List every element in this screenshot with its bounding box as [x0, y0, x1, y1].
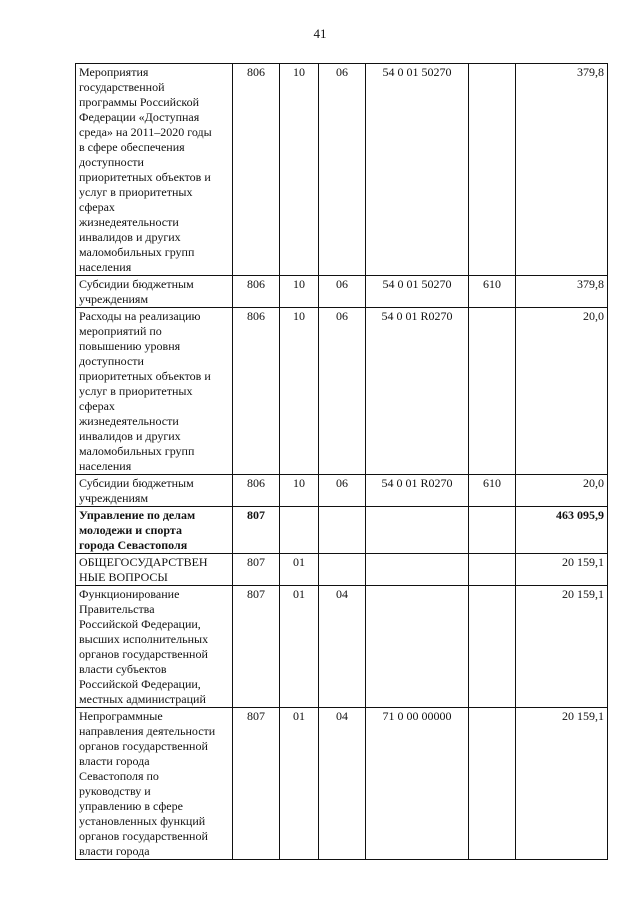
row-name-line: приоритетных объектов и [79, 170, 211, 184]
row-name-line: инвалидов и других [79, 230, 181, 244]
row-name-line: населения [79, 260, 132, 274]
row-name-line: органов государственной [79, 829, 208, 843]
ved-code-cell: 807 [233, 708, 280, 860]
target-article-cell [366, 586, 469, 708]
row-name-cell [76, 554, 233, 586]
row-name-line: Мероприятия [79, 65, 149, 79]
row-name-line: высших исполнительных [79, 632, 209, 646]
row-name-line: ОБЩЕГОСУДАРСТВЕН [79, 555, 208, 569]
ved-code-cell: 807 [233, 507, 280, 554]
row-name-line: Непрограммные [79, 709, 163, 723]
expense-type-cell [469, 554, 516, 586]
amount-cell: 463 095,9 [516, 507, 608, 554]
row-name-line: мероприятий по [79, 324, 162, 338]
row-name-line: приоритетных объектов и [79, 369, 211, 383]
row-name-line: НЫЕ ВОПРОСЫ [79, 570, 168, 584]
expense-type-cell [469, 507, 516, 554]
section-code-cell: 01 [280, 554, 319, 586]
target-article-cell: 54 0 01 50270 [366, 64, 469, 276]
expense-type-cell: 610 [469, 276, 516, 308]
subsection-code-cell: 04 [319, 586, 366, 708]
table-row [76, 586, 608, 708]
target-article-cell [366, 507, 469, 554]
target-article-cell: 54 0 01 50270 [366, 276, 469, 308]
page-number: 41 [313, 26, 327, 41]
ved-code-cell: 806 [233, 276, 280, 308]
amount-cell: 20,0 [516, 308, 608, 475]
subsection-code-cell: 04 [319, 708, 366, 860]
target-article-cell: 71 0 00 00000 [366, 708, 469, 860]
expense-type-cell [469, 708, 516, 860]
row-name-line: услуг в приоритетных [79, 185, 193, 199]
row-name-line: Управление по делам [79, 508, 196, 522]
expense-type-cell: 610 [469, 475, 516, 507]
row-name-line: Правительства [79, 602, 155, 616]
ved-code-cell: 806 [233, 308, 280, 475]
row-name-line: учреждениям [79, 491, 149, 505]
row-name-line: местных администраций [79, 692, 206, 706]
subsection-code-cell: 06 [319, 475, 366, 507]
section-code-cell: 10 [280, 475, 319, 507]
amount-cell: 20 159,1 [516, 708, 608, 860]
row-name-line: Функционирование [79, 587, 180, 601]
row-name-line: программы Российской [79, 95, 200, 109]
row-name-cell [76, 276, 233, 308]
row-name-line: услуг в приоритетных [79, 384, 193, 398]
row-name-line: маломобильных групп [79, 245, 195, 259]
row-name-line: сферах [79, 399, 115, 413]
row-name-line: повышению уровня [79, 339, 181, 353]
amount-cell: 379,8 [516, 276, 608, 308]
row-name-line: инвалидов и других [79, 429, 181, 443]
row-name-line: государственной [79, 80, 165, 94]
table-body [76, 64, 608, 860]
row-name-cell [76, 64, 233, 276]
row-name-line: сферах [79, 200, 115, 214]
row-name-line: Российской Федерации, [79, 677, 201, 691]
table-row [76, 308, 608, 475]
row-name-line: Российской Федерации, [79, 617, 201, 631]
row-name-line: Субсидии бюджетным [79, 277, 194, 291]
subsection-code-cell [319, 507, 366, 554]
section-code-cell [280, 507, 319, 554]
row-name-line: среда» на 2011–2020 годы [79, 125, 212, 139]
row-name-line: власти города [79, 844, 150, 858]
row-name-line: Субсидии бюджетным [79, 476, 194, 490]
subsection-code-cell: 06 [319, 308, 366, 475]
row-name-cell [76, 475, 233, 507]
target-article-cell: 54 0 01 R0270 [366, 308, 469, 475]
target-article-cell [366, 554, 469, 586]
row-name-line: молодежи и спорта [79, 523, 182, 537]
row-name-line: жизнедеятельности [79, 215, 179, 229]
row-name-line: органов государственной [79, 647, 208, 661]
amount-cell: 20,0 [516, 475, 608, 507]
section-code-cell: 01 [280, 586, 319, 708]
row-name-cell [76, 708, 233, 860]
amount-cell: 20 159,1 [516, 554, 608, 586]
amount-cell: 20 159,1 [516, 586, 608, 708]
table-row [76, 64, 608, 276]
row-name-line: доступности [79, 155, 144, 169]
subsection-code-cell [319, 554, 366, 586]
section-code-cell: 10 [280, 308, 319, 475]
row-name-line: жизнедеятельности [79, 414, 179, 428]
ved-code-cell: 807 [233, 586, 280, 708]
row-name-cell [76, 586, 233, 708]
row-name-cell [76, 308, 233, 475]
row-name-cell [76, 507, 233, 554]
expense-type-cell [469, 308, 516, 475]
row-name-line: Федерации «Доступная [79, 110, 200, 124]
ved-code-cell: 807 [233, 554, 280, 586]
table-row [76, 475, 608, 507]
row-name-line: власти субъектов [79, 662, 167, 676]
table-row [76, 507, 608, 554]
row-name-line: органов государственной [79, 739, 208, 753]
table-row [76, 276, 608, 308]
row-name-line: власти города [79, 754, 150, 768]
row-name-line: учреждениям [79, 292, 149, 306]
row-name-line: руководству и [79, 784, 151, 798]
section-code-cell: 10 [280, 276, 319, 308]
target-article-cell: 54 0 01 R0270 [366, 475, 469, 507]
subsection-code-cell: 06 [319, 276, 366, 308]
ved-code-cell: 806 [233, 64, 280, 276]
table-row [76, 554, 608, 586]
row-name-line: маломобильных групп [79, 444, 195, 458]
ved-code-cell: 806 [233, 475, 280, 507]
expense-type-cell [469, 586, 516, 708]
row-name-line: установленных функций [79, 814, 206, 828]
row-name-line: Расходы на реализацию [79, 309, 201, 323]
row-name-line: Севастополя по [79, 769, 159, 783]
subsection-code-cell: 06 [319, 64, 366, 276]
row-name-line: направления деятельности [79, 724, 216, 738]
amount-cell: 379,8 [516, 64, 608, 276]
budget-table [75, 63, 608, 860]
row-name-line: населения [79, 459, 132, 473]
expense-type-cell [469, 64, 516, 276]
row-name-line: управлению в сфере [79, 799, 183, 813]
section-code-cell: 10 [280, 64, 319, 276]
section-code-cell: 01 [280, 708, 319, 860]
row-name-line: доступности [79, 354, 144, 368]
table-row [76, 708, 608, 860]
row-name-line: города Севастополя [79, 538, 188, 552]
row-name-line: в сфере обеспечения [79, 140, 185, 154]
